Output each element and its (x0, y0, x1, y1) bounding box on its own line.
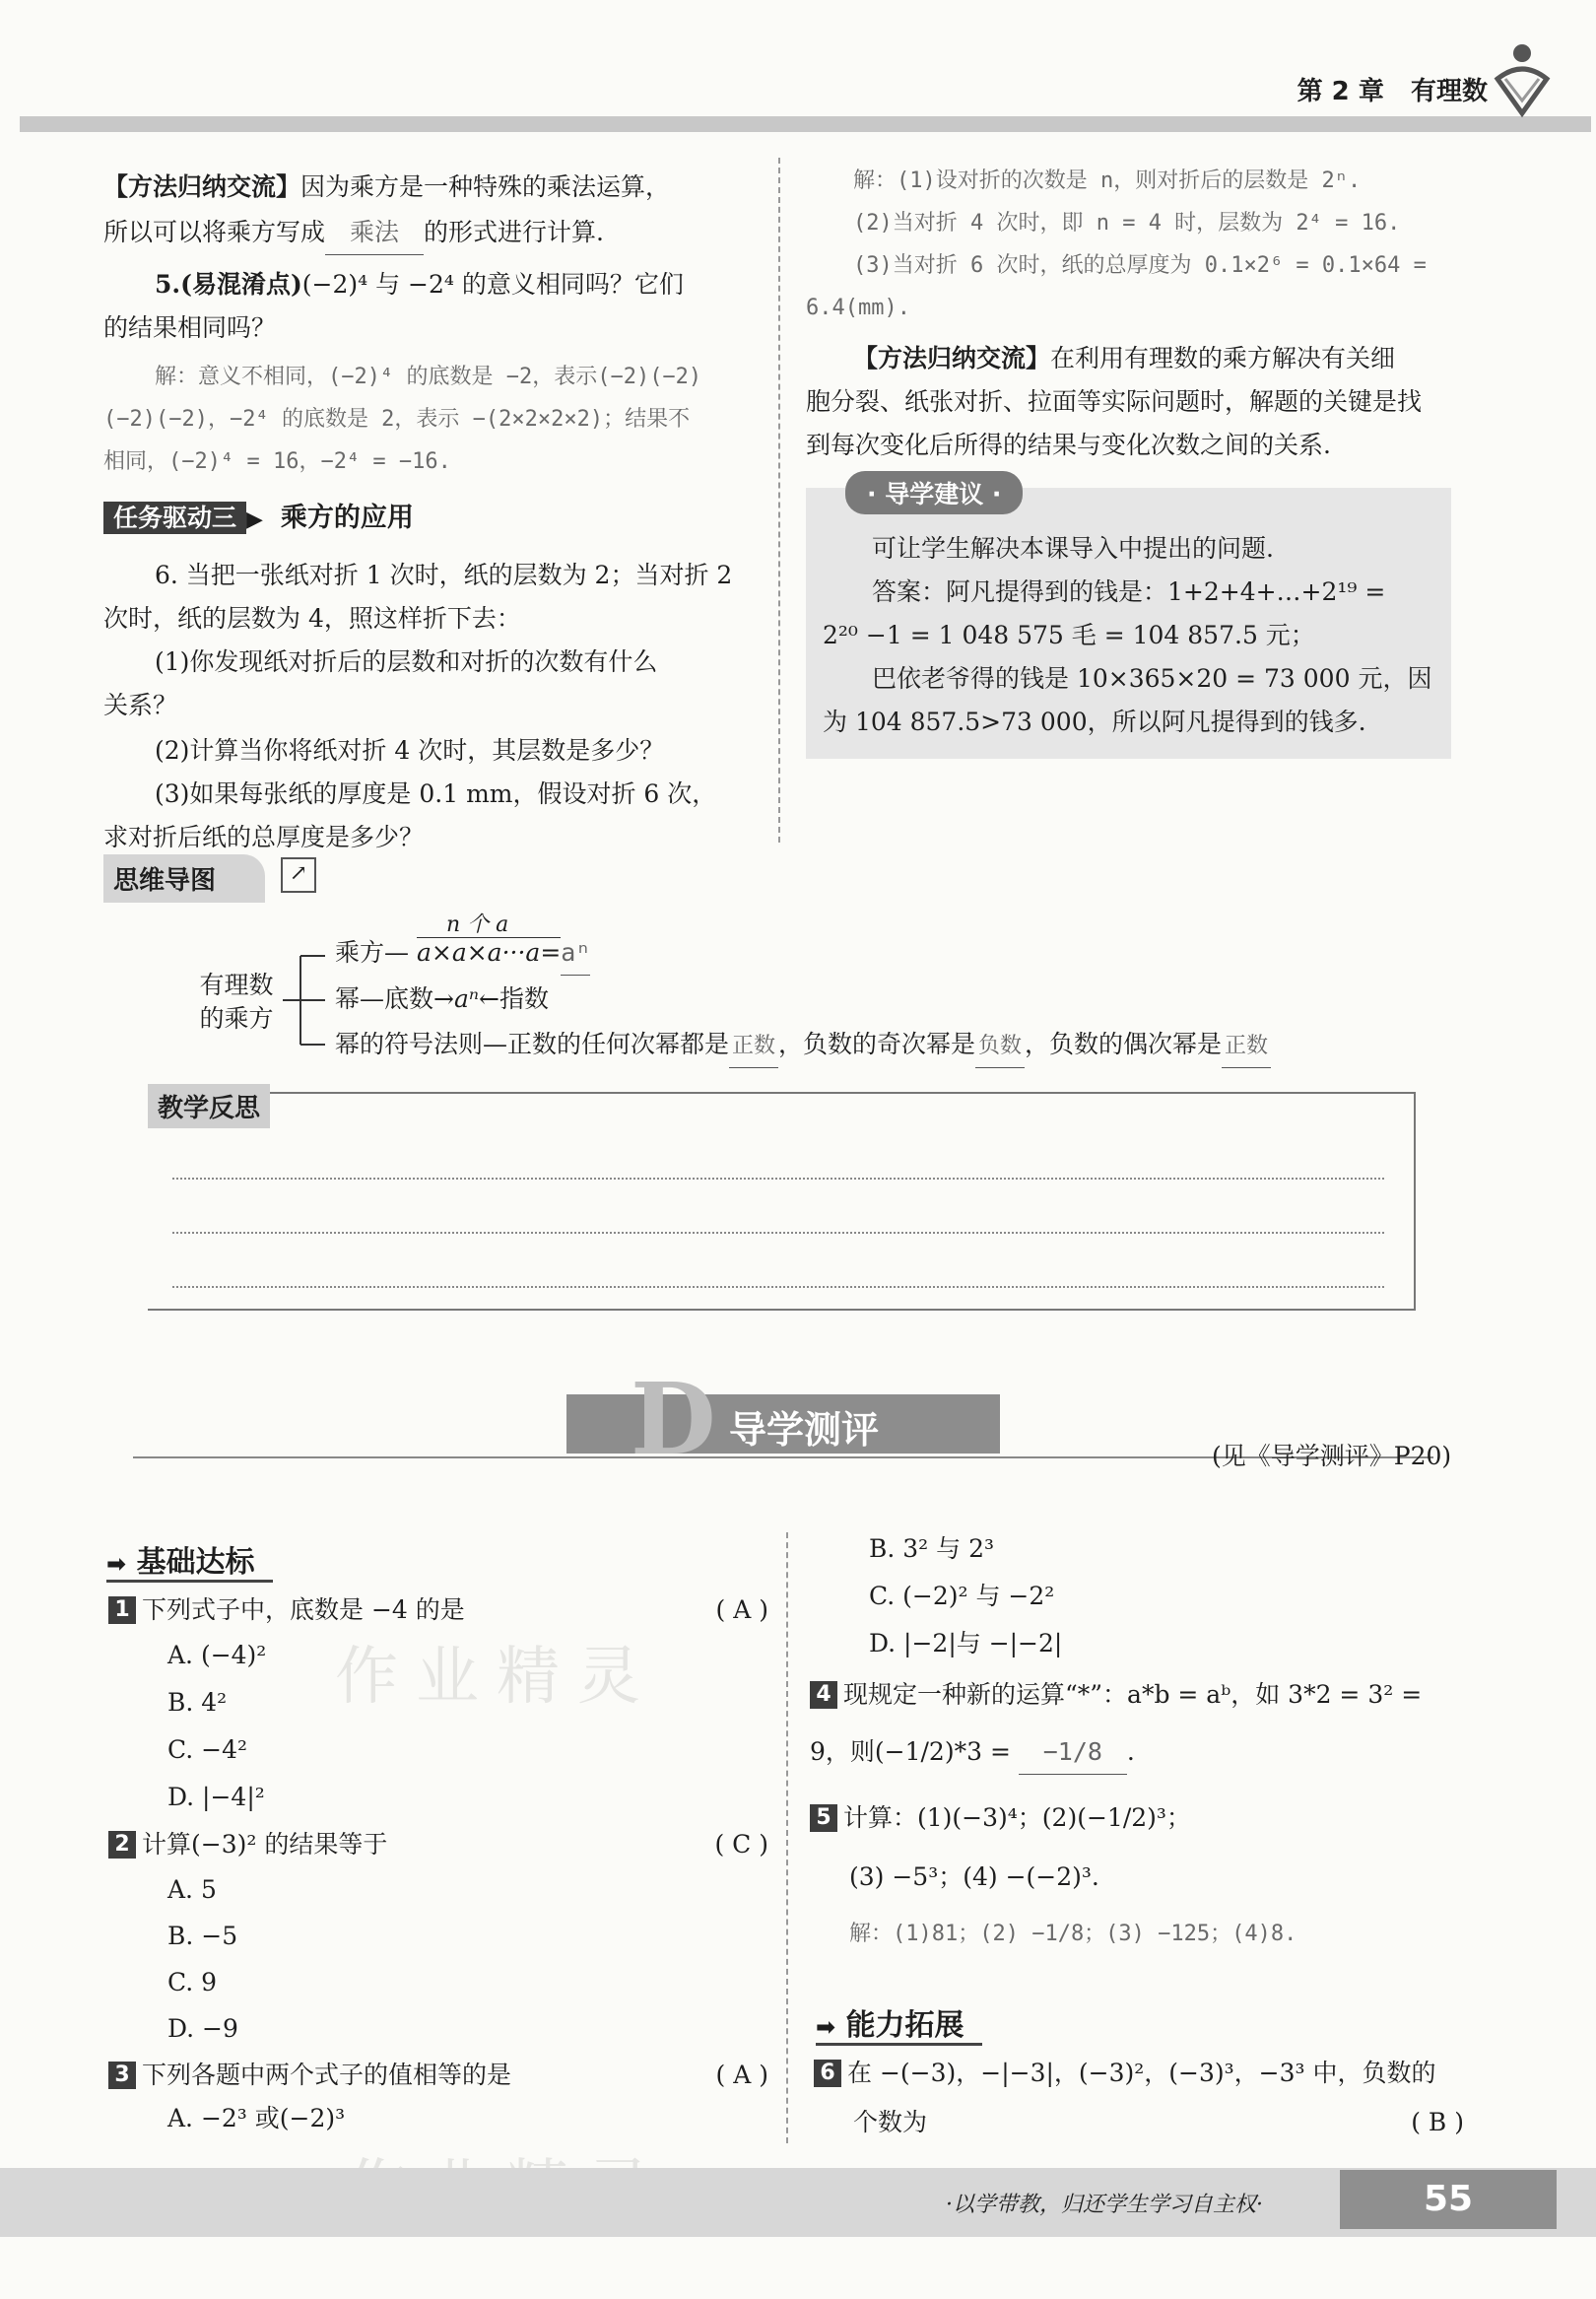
column-divider (786, 1532, 788, 2143)
branch-sign-rule: 幂的符号法则—正数的任何次幂都是 正数 ，负数的奇次幂是 负数 ，负数的偶次幂是 正数 (335, 1023, 1419, 1068)
header-bar (20, 116, 1591, 132)
solution-text: 解：(1)81；(2) −1/8；(3) −125；(4)8. (849, 1922, 1297, 1946)
chapter-heading: 第 2 章 有理数 (1297, 77, 1488, 106)
solution-text: 解：意义不相同，(−2)⁴ 的底数是 −2，表示(−2)(−2) (155, 365, 702, 389)
reflection-box (148, 1092, 1416, 1311)
basic-section-tag: ➡ 基础达标 (106, 1537, 273, 1581)
mindmap-root: 有理数 的乘方 (199, 971, 274, 1033)
mindmap-brace (281, 946, 330, 1054)
solution-text: 解：(1)设对折的次数是 n，则对折后的层数是 2ⁿ. (853, 169, 1362, 193)
question-5b: 5 计算：(1)(−3)⁴；(2)(−1/2)³； (810, 1796, 1470, 1840)
writing-line[interactable] (172, 1178, 1384, 1180)
question-6: 6. 当把一张纸对折 1 次时，纸的层数为 2；当对折 2 次时，纸的层数为 4，照这样折下去： (1)你发现纸对折后的层数和对折的次数有什么 关系？ (2)计算当你将纸对折 4 次时，其层数是多少？ (3)如果每张纸的厚度是 0.1 mm，假设对折 6 次， 求对折后纸的总厚度是多少？ (103, 561, 733, 851)
footer-slogan: ·以学带教，归还学生学习自主权· (946, 2193, 1263, 2217)
writing-line[interactable] (172, 1232, 1384, 1234)
teaching-suggestion-tag: · 导学建议 · (845, 471, 1023, 514)
task-heading: 任务驱动三 ▶ 乘方的应用 (103, 497, 759, 542)
banner-title: 导学测评 (729, 1408, 880, 1452)
question-2: 2 计算(−3)² 的结果等于 ( C ) (108, 1823, 768, 1866)
writing-line[interactable] (172, 1286, 1384, 1288)
page-number: 55 (1340, 2170, 1557, 2229)
question-5: 5.(易混淆点)(−2)⁴ 与 −2⁴ 的意义相同吗？它们 (155, 270, 684, 299)
basic-questions: 1 下列式子中，底数是 −4 的是 ( A ) A. (−4)² B. 4² C. −4² D. |−4|² 2 计算(−3)² 的结果等于 ( C ) A. 5 B. −5 C. 9 D. −9 3 下列各题中两个式子的值相等的是 ( A ) A. −2³ 或(−2)³ (108, 1589, 768, 2140)
question-3: 3 下列各题中两个式子的值相等的是 ( A ) (108, 2054, 768, 2097)
book-reader-icon (1488, 39, 1557, 118)
mindmap-branches (335, 913, 1419, 1068)
banner-letter: D (631, 1361, 716, 1477)
reflection-tag: 教学反思 (148, 1084, 270, 1128)
right-column: 解：(1)设对折的次数是 n，则对折后的层数是 2ⁿ. (2)当对折 4 次时，即 n = 4 时，层数为 2⁴ = 16. (3)当对折 6 次时，纸的总厚度为 0.1×2⁶ = 0.1×64 = 6.4(mm). 【方法归纳交流】在利用有理数的乘方解决有关细 胞分裂、纸张对折、拉面等实际问题时，解题的关键是找 到每次变化后所得的结果与变化次数之间的关系. (806, 160, 1466, 467)
arrow-icon: ↗ (281, 857, 316, 893)
watermark: 作业精灵 (335, 1641, 658, 1714)
basic-questions-right: B. 3² 与 2³ C. (−2)² 与 −2² D. |−2|与 −|−2| 4 现规定一种新的运算“*”：a*b = aᵇ，如 3*2 = 3² = 9，则(−1/2)*3 = −1/8 . 5 计算：(1)(−3)⁴；(2)(−1/2)³； (3) −5³；(4) −(−2)³. 解：(1)81；(2) −1/8；(3) −125；(4)8. (810, 1525, 1470, 1955)
ability-section-tag: ➡ 能力拓展 (816, 2000, 982, 2044)
page-reference: (见《导学测评》P20) (1212, 1442, 1452, 1470)
branch-power: 乘方— n 个 a a×a×a···a=aⁿ (335, 931, 1419, 976)
question-4: 4 现规定一种新的运算“*”：a*b = aᵇ，如 3*2 = 3² = (810, 1673, 1470, 1717)
branch-base: 幂—底数→aⁿ←指数 (335, 984, 549, 1013)
left-column: 【方法归纳交流】因为乘方是一种特殊的乘法运算， 所以可以将乘方写成 乘法 的形式进行计算. 5.(易混淆点)(−2)⁴ 与 −2⁴ 的意义相同吗？它们 的结果相同吗？ 解：意义不相同，(−2)⁴ 的底数是 −2，表示(−2)(−2) (−2)(−2)，−2⁴ 的底数是 2，表示 −(2×2×2×2)；结果不 相同，(−2)⁴ = 16，−2⁴ = −16. 任务驱动三 ▶ 乘方的应用 6. 当把一张纸对折 1 次时，纸的层数为 2；当对折 2 次时，纸的层数为 4，照这样折下去： (1)你发现纸对折后的层数和对折的次数有什么 关系？ (2)计算当你将纸对折 4 次时，其层数是多少？ (3)如果每张纸的厚度是 0.1 mm，假设对折 6 次， 求对折后纸的总厚度是多少？ (103, 166, 759, 859)
fill-answer: 乘法 (325, 211, 424, 255)
question-6b: 6 在 −(−3)，−|−3|，(−3)²，(−3)³，−3³ 中，负数的 个数为 ( B ) (814, 2052, 1464, 2144)
teaching-suggestion-text: 可让学生解决本课导入中提出的问题. 答案：阿凡提得到的钱是：1+2+4+…+2¹⁹ = 2²⁰ −1 = 1 048 575 毛 = 104 857.5 元； 巴依老爷得的钱是 10×365×20 = 73 000 元，因 为 104 857.5>73 000，所以阿凡提得到的钱多. (823, 534, 1432, 736)
fill-answer: −1/8 (1019, 1730, 1127, 1775)
question-1: 1 下列式子中，底数是 −4 的是 ( A ) (108, 1589, 768, 1632)
method-summary-1: 【方法归纳交流】因为乘方是一种特殊的乘法运算， (103, 172, 671, 201)
method-summary-2: 【方法归纳交流】在利用有理数的乘方解决有关细 胞分裂、纸张对折、拉面等实际问题时，解题的关键是找 到每次变化后所得的结果与变化次数之间的关系. (806, 344, 1423, 459)
mindmap-tag: 思维导图 (103, 854, 265, 903)
column-divider (778, 158, 780, 843)
